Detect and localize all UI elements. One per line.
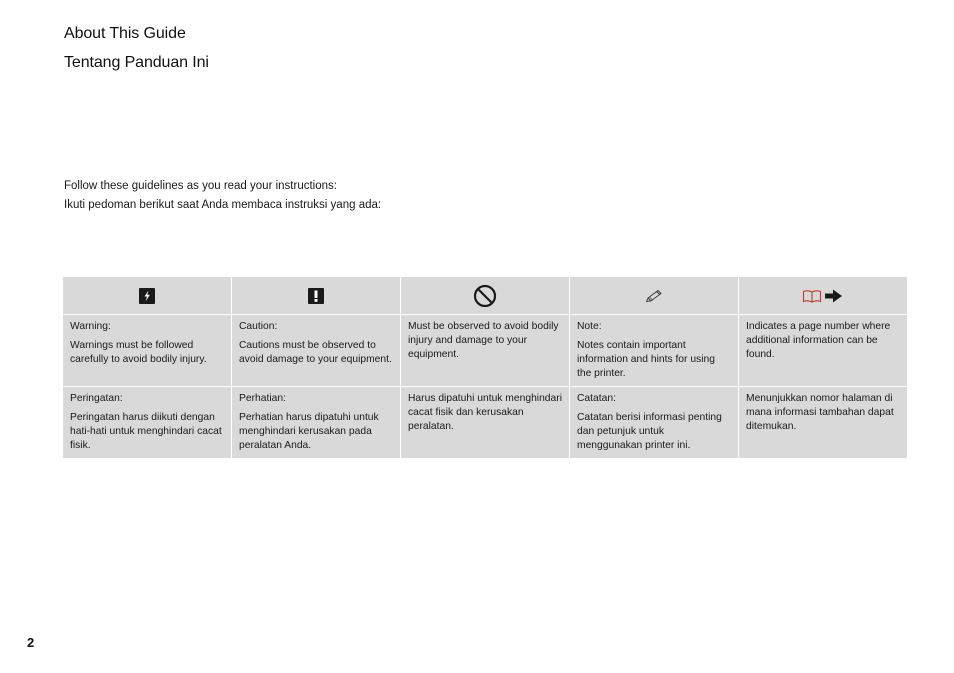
- legend-head-caution-id: Perhatian:: [239, 393, 286, 404]
- legend-cell-prohibited-id: [401, 387, 569, 458]
- legend-head-warning-id: Peringatan:: [70, 393, 123, 404]
- legend-head-caution-en: Caution:: [239, 321, 278, 332]
- legend-body-note-id: Catatan berisi informasi penting dan petunjuk untuk menggunakan printer ini.: [577, 412, 722, 451]
- legend-body-reference-id: Menunjukkan nomor halaman di mana informasi tambahan dapat ditemukan.: [746, 393, 894, 432]
- legend-icon-cell-warning: [63, 277, 231, 314]
- intro-text-id: Ikuti pedoman berikut saat Anda membaca instruksi yang ada:: [64, 199, 382, 211]
- legend-body-reference-en: Indicates a page number where additional information can be found.: [746, 321, 891, 360]
- legend-icon-cell-reference: [739, 277, 907, 314]
- symbol-legend-table: [63, 277, 907, 458]
- legend-cell-caution-id: [232, 387, 400, 458]
- book-arrow-icon: [802, 288, 844, 304]
- legend-cell-note-id: [570, 387, 738, 458]
- legend-cell-reference-en: [739, 315, 907, 386]
- legend-head-warning-en: Warning:: [70, 321, 111, 332]
- legend-body-note-en: Notes contain important information and hints for using the printer.: [577, 340, 715, 379]
- legend-body-prohibited-id: Harus dipatuhi untuk menghindari cacat fisik dan kerusakan peralatan.: [408, 393, 562, 432]
- legend-cell-warning-en: [63, 315, 231, 386]
- note-pencil-icon: [645, 289, 663, 303]
- page-title-en: About This Guide: [64, 25, 186, 42]
- legend-body-prohibited-en: Must be observed to avoid bodily injury and damage to your equipment.: [408, 321, 559, 360]
- legend-body-caution-en: Cautions must be observed to avoid damage to your equipment.: [239, 340, 392, 365]
- legend-body-warning-id: Peringatan harus diikuti dengan hati-hati untuk menghindari cacat fisik.: [70, 412, 222, 451]
- legend-head-note-en: Note:: [577, 321, 602, 332]
- legend-icon-cell-prohibited: [401, 277, 569, 314]
- legend-cell-note-en: [570, 315, 738, 386]
- intro-text-en: Follow these guidelines as you read your instructions:: [64, 180, 337, 192]
- legend-body-warning-en: Warnings must be followed carefully to avoid bodily injury.: [70, 340, 207, 365]
- page-title-id: Tentang Panduan Ini: [64, 54, 209, 71]
- warning-icon: [139, 288, 155, 304]
- caution-icon: [308, 288, 324, 304]
- prohibited-icon: [473, 284, 497, 308]
- legend-icon-cell-caution: [232, 277, 400, 314]
- legend-cell-warning-id: [63, 387, 231, 458]
- legend-body-caution-id: Perhatian harus dipatuhi untuk menghindari kerusakan pada peralatan Anda.: [239, 412, 379, 451]
- legend-cell-reference-id: [739, 387, 907, 458]
- legend-icon-cell-note: [570, 277, 738, 314]
- legend-cell-prohibited-en: [401, 315, 569, 386]
- page-number: 2: [27, 635, 35, 650]
- legend-head-note-id: Catatan:: [577, 393, 616, 404]
- legend-cell-caution-en: [232, 315, 400, 386]
